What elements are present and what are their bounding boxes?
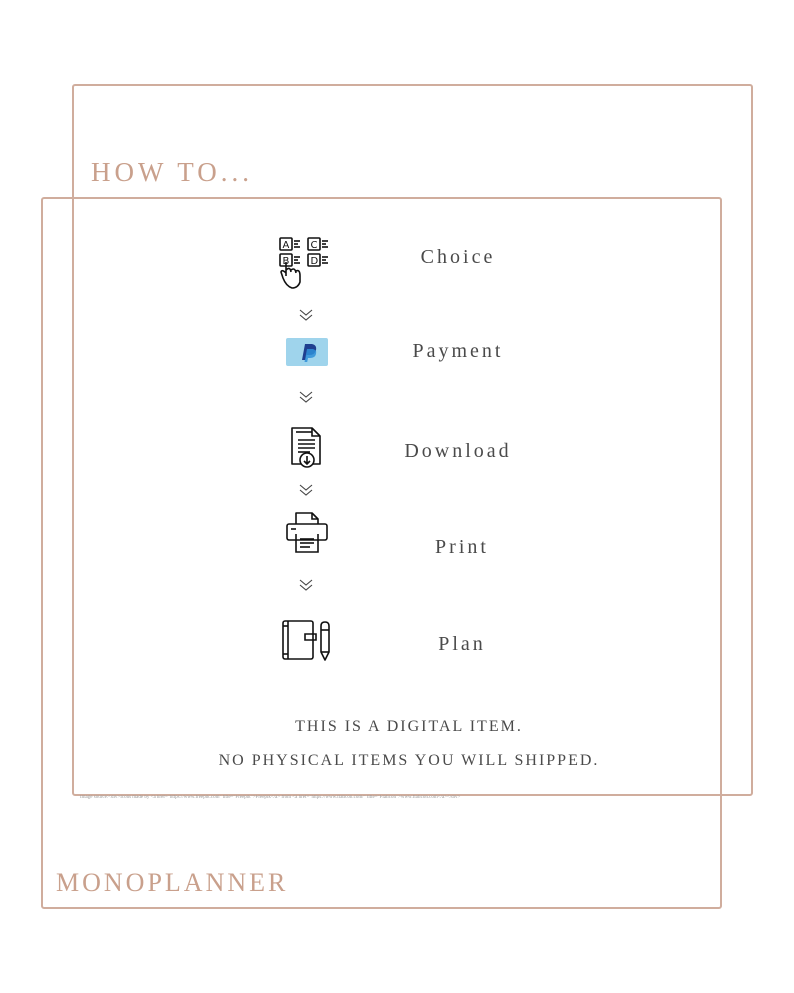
page-title: HOW TO... <box>91 157 254 187</box>
svg-text:B: B <box>282 256 290 267</box>
step-label-print: Print <box>435 536 489 558</box>
svg-text:C: C <box>310 240 318 251</box>
chevron-down-icon <box>298 390 314 409</box>
printer-icon <box>284 510 330 559</box>
brand-name: MONOPLANNER <box>56 868 289 897</box>
step-label-choice: Choice <box>420 246 496 268</box>
notice-no-physical: NO PHYSICAL ITEMS YOU WILL SHIPPED. <box>218 752 600 769</box>
chevron-down-icon <box>298 578 314 597</box>
step-label-plan: Plan <box>438 633 486 655</box>
svg-text:A: A <box>282 240 290 251</box>
paypal-icon <box>286 338 328 371</box>
step-label-download: Download <box>404 440 512 462</box>
step-label-payment: Payment <box>412 340 504 362</box>
choice-touch-icon <box>278 236 336 297</box>
planner-pencil-icon <box>280 618 334 667</box>
icon-credit-text: Image source:<div>Icons made by <a href="https://www.freepik.com" title="Freepik">Freepik</a> from <a href="https://www.flaticon.com/" title="Flaticon">www.flaticon.com</a></div> <box>80 795 461 800</box>
svg-text:D: D <box>310 256 319 267</box>
chevron-down-icon <box>298 483 314 502</box>
document-download-icon <box>288 424 326 475</box>
notice-digital-item: THIS IS A DIGITAL ITEM. <box>295 718 523 735</box>
chevron-down-icon <box>298 308 314 327</box>
